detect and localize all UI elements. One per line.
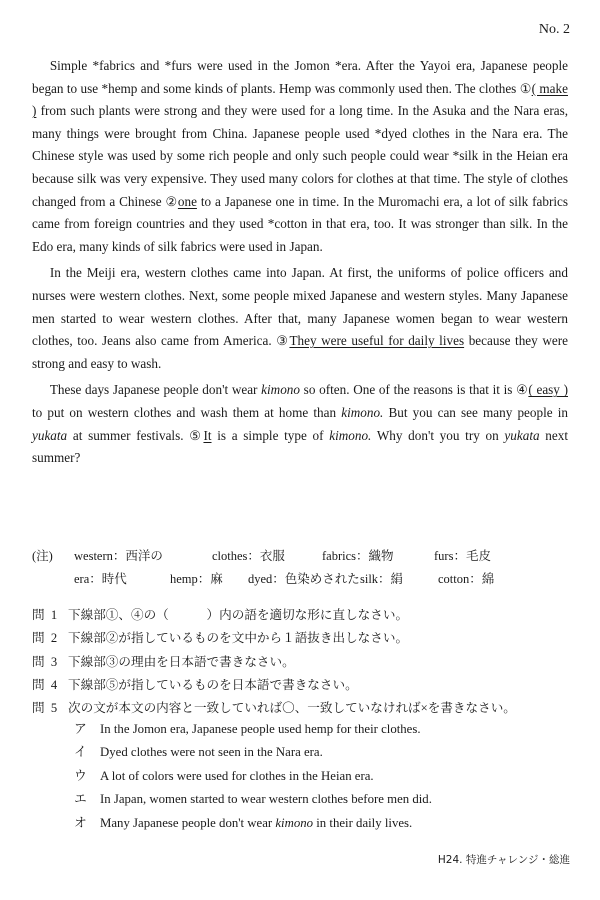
paragraph-text: These days Japanese people don't wear [49,382,262,398]
question-label: 問 [32,701,45,716]
underline-1: ( make ) [32,80,568,119]
paragraph-3 [32,379,568,469]
vocabulary-notes [32,545,572,591]
underline-2: one [177,193,197,209]
statement-text: In Japan, women started to wear western clothes before men did. [100,792,432,807]
note-item: cotton：綿 [438,572,495,586]
note-item: era：時代 [74,572,127,586]
paragraph-1 [32,55,568,258]
underline-3: They were useful for daily lives [289,333,465,349]
exam-footer: H24. 特進チャレンジ・総進 [437,854,570,866]
statement-mark: ア [74,722,87,736]
paragraph-text: to put on western clothes and wash them at home than [32,404,342,420]
underline-4: ( easy ) [528,382,568,398]
question-4 [32,674,577,697]
question-text: 下線部①、④の（ ）内の語を適切な形に直しなさい。 [68,608,409,622]
note-item: fabrics：織物 [322,549,394,563]
statement-mark: エ [74,792,87,807]
statement-text: In the Jomon era, Japanese people used hemp for their clothes. [100,722,421,736]
note-item: clothes：衣服 [212,549,285,563]
italic-word: yukata [504,427,540,443]
italic-word: kimono [261,382,300,398]
marker-4: ④ [516,382,529,398]
statement-mark: イ [74,745,87,760]
question-text: 下線部③の理由を日本語で書きなさい。 [68,654,295,669]
note-item: furs：毛皮 [434,549,491,563]
statement-i [74,741,574,764]
question-text: 下線部⑤が指しているものを日本語で書きなさい。 [68,677,358,692]
statement-u [74,765,574,788]
note-item: hemp：麻 [170,572,223,586]
question-label: 問 [32,631,45,646]
note-item: silk：絹 [360,572,404,586]
paragraph-text: to a Japanese one in time. In the Muromachi era, a lot of silk fabrics came from foreign countries and they used *cotton in that era, too. It was stronger than silk. In the Edo era, many kinds of silk fabrics were used in Japan. [32,193,568,254]
question-number: 4 [50,677,58,692]
page-number: No. 2 [538,22,570,37]
question-list [32,604,577,720]
note-item: western：西洋の [74,549,163,563]
paragraph-text: from such plants were strong and they were used for a long time. In the Asuka and the Nara eras, many things were brought from China. Japanese people used *dyed clothes in the Nara era. The Chinese style was used by some rich people and only such people could wear *silk in the Heian era because silk was very expensive. They used many colors for clothes at that time. The style of clothes changed from a Chinese [32,103,568,209]
question-text: 下線部②が指しているものを文中から１語抜き出しなさい。 [68,631,409,646]
question-label: 問 [32,677,45,692]
question-1 [32,604,577,627]
paragraph-text: so often. One of the reasons is that it is [299,382,517,398]
question-2 [32,627,577,650]
question-number: 3 [50,654,58,669]
notes-row-2 [32,568,572,591]
paragraph-text: next summer? [32,427,568,466]
question-number: 2 [50,631,58,646]
statement-text-part: Many Japanese people don't wear [100,815,276,830]
underline-5: It [203,427,212,443]
statement-o [74,812,574,835]
statement-text: Dyed clothes were not seen in the Nara era. [100,745,323,760]
statement-text-part: in their daily lives. [313,815,413,830]
statement-mark: ウ [74,768,87,783]
marker-5: ⑤ [189,427,204,443]
question-text: 次の文が本文の内容と一致していれば〇、一致していなければ×を書きなさい。 [68,701,516,716]
statement-mark: オ [74,815,87,830]
notes-label: (注) [32,549,53,563]
question-3 [32,651,577,674]
note-item: dyed：色染めされた [248,572,360,586]
paragraph-text: Why don't you try on [371,427,505,443]
question-label: 問 [32,654,45,669]
paragraph-text: In the Meiji era, western clothes came into Japan. At first, the uniforms of police officers and nurses were western clothes. Next, some people mixed Japanese and western styles. Many Japanese men started to wear western clothes. After that, many Japanese women began to wear western clothes, too. Jeans also came from America. [32,265,568,349]
italic-word: kimono [275,815,314,830]
paragraph-text: at summer festivals. [67,427,190,443]
statement-a [74,718,574,741]
statement-text: A lot of colors were used for clothes in the Heian era. [100,768,374,783]
marker-1: ① [519,80,532,96]
paragraph-text: But you can see many people in [383,404,568,420]
italic-word: kimono. [341,404,384,420]
true-false-statements [74,718,574,835]
question-label: 問 [32,608,45,622]
paragraph-2 [32,262,568,375]
italic-word: kimono. [329,427,372,443]
statement-e [74,788,574,811]
marker-3: ③ [276,333,290,349]
italic-word: yukata [32,427,68,443]
marker-2: ② [165,193,178,209]
question-number: 5 [50,701,58,716]
paragraph-text: because they were strong and easy to wash. [32,333,568,371]
question-number: 1 [50,608,58,622]
reading-passage [32,55,568,474]
paragraph-text: Simple *fabrics and *furs were used in the Jomon *era. After the Yayoi era, Japanese people began to use *hemp and some kinds of plants. Hemp was commonly used then. The clothes [32,58,568,96]
statement-text [100,812,412,835]
notes-row-1 [32,545,572,568]
paragraph-text: is a simple type of [211,427,330,443]
question-5 [32,697,577,720]
